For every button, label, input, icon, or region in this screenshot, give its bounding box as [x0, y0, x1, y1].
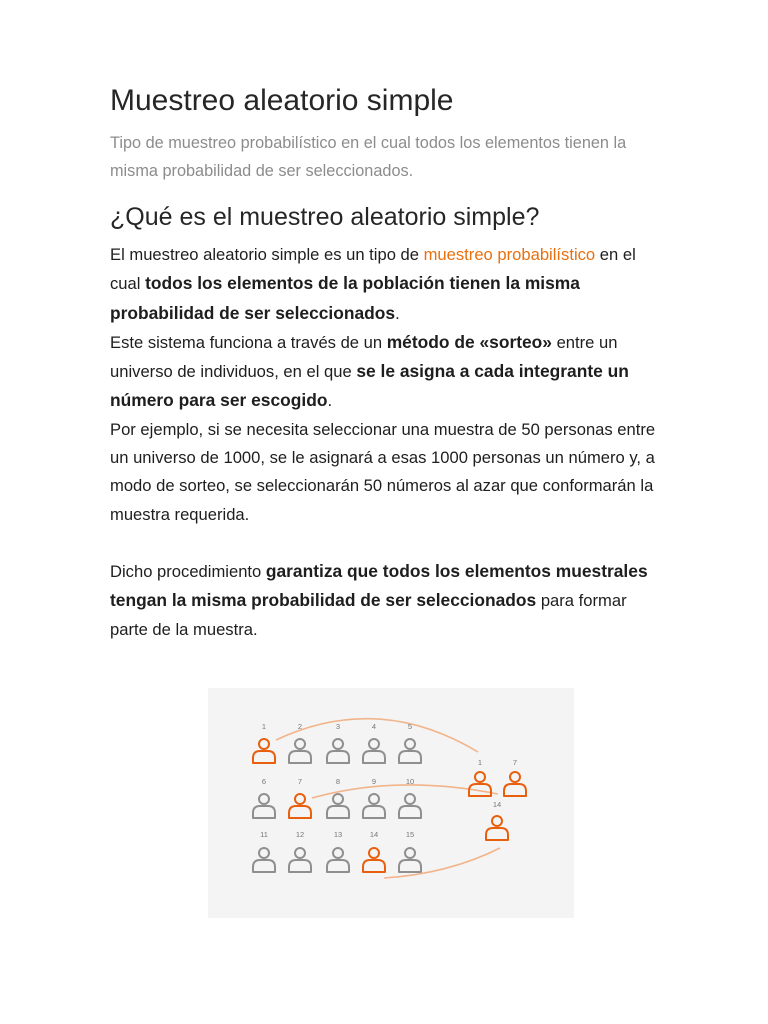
sample-number: 7	[512, 758, 518, 767]
text-span: para formar parte de la muestra.	[110, 591, 627, 639]
bold-text: se le asigna a cada integrante un número para ser escogido	[110, 361, 629, 411]
person-number: 14	[369, 830, 379, 839]
bold-text: garantiza que todos los elementos muestrales tengan la misma probabilidad de ser seleccionados	[110, 560, 648, 611]
section-heading: ¿Qué es el muestreo aleatorio simple?	[110, 203, 540, 231]
person-number: 6	[261, 777, 267, 786]
person-icon	[327, 848, 349, 872]
sampling-diagram	[208, 688, 574, 918]
person-icon	[327, 794, 349, 818]
person-number: 4	[371, 722, 377, 731]
person-number: 8	[335, 777, 341, 786]
text-span: .	[327, 391, 333, 411]
text-span: Este sistema funciona a través de un	[110, 332, 387, 352]
person-number: 12	[295, 830, 305, 839]
sample-number: 1	[477, 758, 483, 767]
text-span: en el cual	[110, 245, 636, 294]
muestreo-probabilistico-link[interactable]: muestreo probabilístico	[423, 245, 596, 264]
selected-person-icon	[253, 739, 275, 763]
page-title: Muestreo aleatorio simple	[110, 84, 454, 117]
person-icon	[399, 739, 421, 763]
sample-number: 14	[492, 800, 502, 809]
person-number: 10	[405, 777, 415, 786]
paragraph-guarantee	[110, 557, 658, 644]
person-number: 5	[407, 722, 413, 731]
bold-text: todos los elementos de la población tienen la misma probabilidad de ser seleccionados	[110, 273, 580, 323]
person-icon	[399, 848, 421, 872]
selection-arc	[384, 848, 500, 878]
text-span: entre un universo de individuos, en el que	[110, 332, 618, 382]
person-number: 15	[405, 830, 415, 839]
person-icon	[289, 848, 311, 872]
person-number: 7	[297, 777, 303, 786]
person-number: 11	[260, 830, 268, 839]
person-number: 2	[297, 722, 303, 731]
person-icon	[399, 794, 421, 818]
sampling-illustration	[208, 688, 574, 918]
article-body	[110, 241, 658, 644]
person-icon	[289, 739, 311, 763]
person-icon	[363, 794, 385, 818]
person-icon	[327, 739, 349, 763]
bold-text: método de «sorteo»	[386, 331, 552, 352]
paragraph-example: Por ejemplo, si se necesita seleccionar una muestra de 50 personas entre un universo de 1000, se le asignará a esas 1000 personas un número y, a modo de sorteo, se seleccionarán 50 números al azar que conformarán la muestra requerida.	[110, 419, 656, 524]
person-number: 3	[335, 722, 341, 731]
sample-person-icon	[486, 816, 508, 840]
person-number: 13	[333, 830, 343, 839]
sample-person-icon	[504, 772, 526, 796]
paragraph-definition	[110, 241, 658, 328]
text-span: Dicho procedimiento	[110, 561, 266, 581]
paragraph-method	[110, 328, 658, 416]
text-span: .	[395, 303, 400, 323]
selected-person-icon	[289, 794, 311, 818]
paragraph-gap	[110, 529, 658, 557]
selected-person-icon	[363, 848, 385, 872]
person-number: 9	[371, 777, 377, 786]
text-span: El muestreo aleatorio simple es un tipo de	[110, 245, 424, 264]
person-icon	[363, 739, 385, 763]
person-icon	[253, 794, 275, 818]
person-icon	[253, 848, 275, 872]
person-number: 1	[261, 722, 267, 731]
page-subtitle: Tipo de muestreo probabilístico en el cual todos los elementos tienen la misma probabilidad de ser seleccionados.	[110, 134, 627, 180]
